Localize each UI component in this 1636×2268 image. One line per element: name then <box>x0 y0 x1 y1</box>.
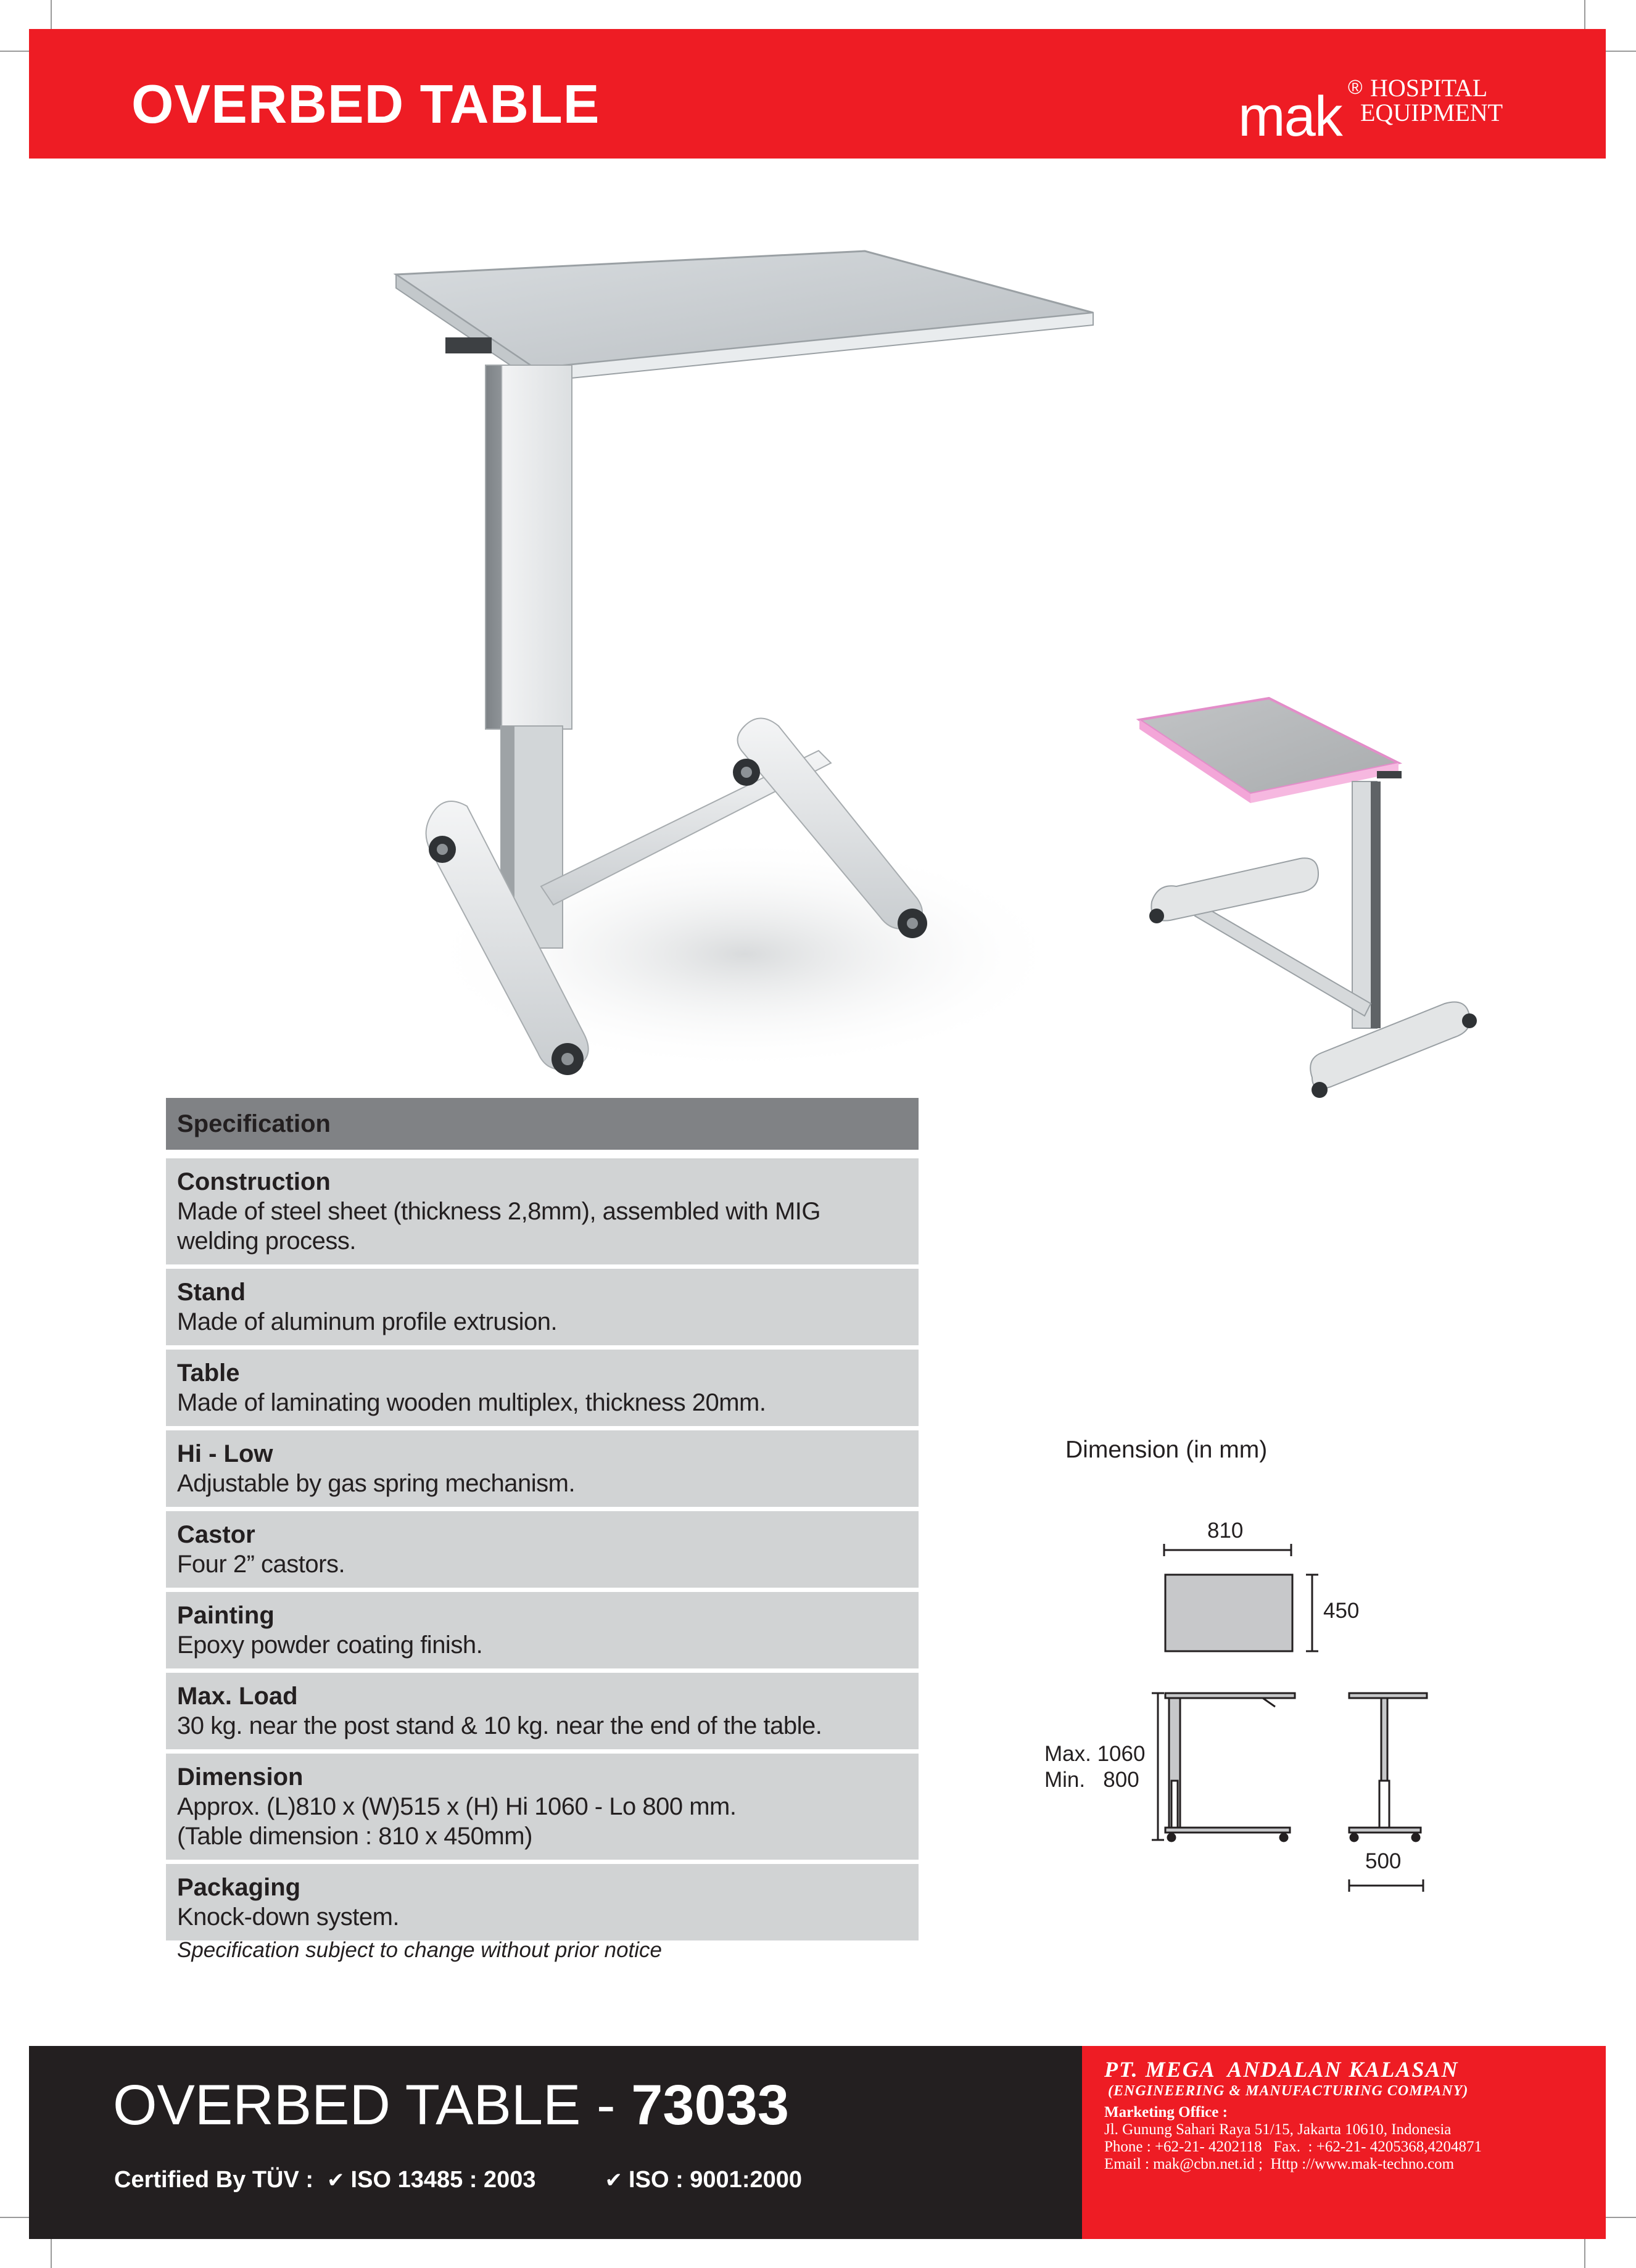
spec-value: Made of aluminum profile extrusion. <box>177 1308 558 1335</box>
registered-mark: ® <box>1348 76 1363 98</box>
spec-row-hi-low <box>166 1430 919 1507</box>
model-prefix: OVERBED TABLE - <box>113 2074 632 2137</box>
spec-notice: Specification subject to change without prior notice <box>177 1938 663 1962</box>
spec-value: Approx. (L)810 x (W)515 x (H) Hi 1060 - Lo 800 mm. (Table dimension : 810 x 450mm) <box>177 1793 737 1850</box>
spec-row-castor <box>166 1511 919 1588</box>
brand-line-equipment: EQUIPMENT <box>1360 99 1503 126</box>
company-subtitle: (ENGINEERING & MANUFACTURING COMPANY) <box>1108 2083 1469 2099</box>
spec-row-construction <box>166 1158 919 1264</box>
spec-label: Stand <box>177 1279 246 1306</box>
height-dimension-line <box>1152 1693 1164 1840</box>
company-phone: Phone : +62-21- 4202118 Fax. : +62-21- 4205368,4204871 <box>1104 2138 1482 2155</box>
spec-value: Made of laminating wooden multiplex, thickness 20mm. <box>177 1389 766 1416</box>
cert-iso-13485: ISO 13485 : 2003 <box>350 2167 536 2193</box>
header-bar <box>29 29 1606 176</box>
base-dimension-line <box>1349 1879 1423 1892</box>
check-icon: ✔ <box>327 2169 345 2192</box>
page-title: OVERBED TABLE <box>131 73 600 134</box>
spec-label: Construction <box>177 1168 331 1195</box>
spec-value: Four 2” castors. <box>177 1551 345 1578</box>
table-front-view <box>1349 1693 1427 1841</box>
table-top-view <box>1165 1575 1292 1651</box>
footer-company-panel <box>1082 2046 1606 2239</box>
footer <box>29 2046 1606 2239</box>
made-in-label: Made in Indonesia <box>1241 162 1347 176</box>
length-label: 810 <box>1207 1519 1244 1543</box>
cert-label: Certified By TÜV : <box>114 2167 314 2193</box>
table-side-view <box>1165 1693 1295 1841</box>
spec-row-painting <box>166 1592 919 1668</box>
spec-row-packaging <box>166 1864 919 1940</box>
certification-line <box>114 2168 802 2192</box>
brand-name: mak <box>1238 85 1342 148</box>
spec-label: Max. Load <box>177 1683 298 1710</box>
overbed-table-main-photo <box>350 245 1139 1090</box>
width-label: 450 <box>1323 1599 1360 1623</box>
spec-label: Packaging <box>177 1874 301 1901</box>
specification-heading: Specification <box>166 1098 919 1150</box>
overbed-table-pink-variant-photo <box>1127 683 1547 1115</box>
company-info <box>1104 2057 1482 2173</box>
dimension-drawing <box>1028 1435 1522 1904</box>
spec-label: Castor <box>177 1521 255 1548</box>
footer-model-panel <box>29 2046 1082 2239</box>
specification-table <box>166 1098 919 1945</box>
cert-iso-9001: ISO : 9001:2000 <box>629 2167 803 2193</box>
length-dimension-line <box>1164 1544 1291 1556</box>
company-address: Jl. Gunung Sahari Raya 51/15, Jakarta 10610, Indonesia <box>1104 2121 1452 2138</box>
spec-row-max-load <box>166 1673 919 1749</box>
spec-row-table <box>166 1350 919 1426</box>
spec-value: Made of steel sheet (thickness 2,8mm), assembled with MIG welding process. <box>177 1198 821 1255</box>
spec-value: Knock-down system. <box>177 1903 400 1931</box>
spec-label: Table <box>177 1359 240 1387</box>
company-email: Email : mak@cbn.net.id ; Http ://www.mak-techno.com <box>1104 2156 1455 2172</box>
spec-row-dimension <box>166 1754 919 1860</box>
dimension-diagram <box>1028 1435 1522 1904</box>
height-min-label: Min. 800 <box>1044 1768 1139 1792</box>
page-frame <box>29 29 1606 2239</box>
spec-value: Adjustable by gas spring mechanism. <box>177 1470 576 1497</box>
model-title <box>113 2074 790 2137</box>
spec-value: Epoxy powder coating finish. <box>177 1631 483 1659</box>
model-number: 73033 <box>631 2074 790 2137</box>
office-label: Marketing Office : <box>1104 2104 1228 2121</box>
spec-row-stand <box>166 1269 919 1345</box>
base-label: 500 <box>1365 1849 1402 1873</box>
brand-line-hospital: HOSPITAL <box>1370 74 1488 102</box>
dimension-title: Dimension (in mm) <box>1065 1437 1268 1463</box>
spec-label: Dimension <box>177 1763 304 1791</box>
check-icon: ✔ <box>605 2169 623 2192</box>
spec-label: Hi - Low <box>177 1440 273 1467</box>
height-max-label: Max. 1060 <box>1044 1742 1146 1766</box>
spec-label: Painting <box>177 1602 275 1629</box>
spec-value: 30 kg. near the post stand & 10 kg. near the end of the table. <box>177 1712 822 1739</box>
company-name: PT. MEGA ANDALAN KALASAN <box>1104 2057 1459 2082</box>
width-dimension-line <box>1306 1575 1318 1651</box>
